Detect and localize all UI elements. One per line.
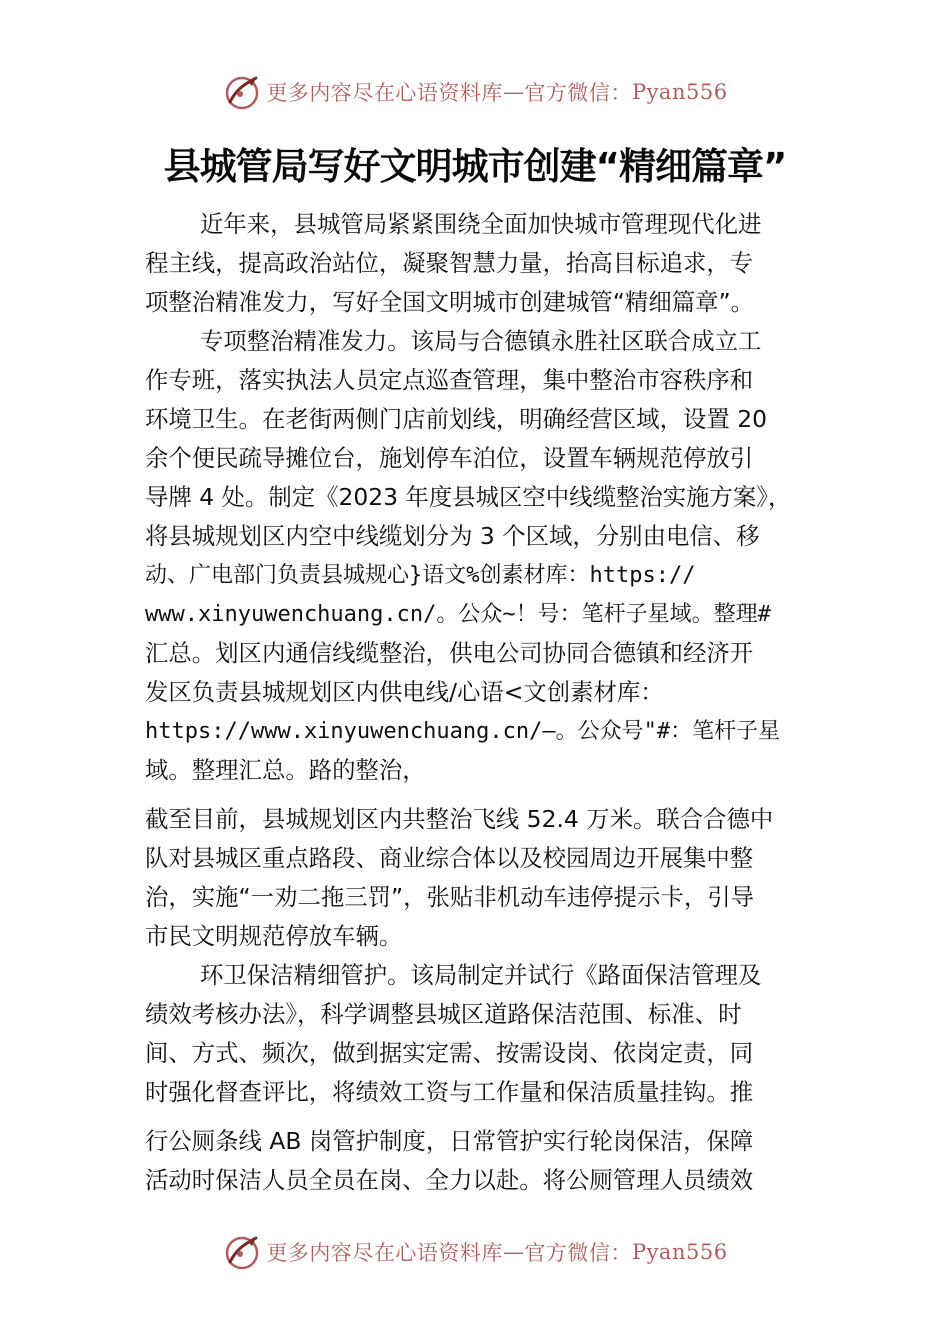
- text-line: 将县城规划区内空中线缆划分为 3 个区域，分别由电信、移: [145, 522, 760, 550]
- text-line: 时强化督查评比，将绩效工资与工作量和保洁质量挂钩。推: [145, 1078, 754, 1106]
- text-line: https://www.xinyuwenchuang.cn/—。公众号"#：笔杆子星: [145, 719, 781, 744]
- text-line: 队对县城区重点路段、商业综合体以及校园周边开展集中整: [145, 844, 754, 872]
- banner-brand-text: 更多内容尽在心语资料库: [266, 81, 503, 105]
- banner-separator: —: [502, 1240, 525, 1264]
- header-watermark-banner: [0, 70, 950, 114]
- document-body: [145, 205, 810, 1200]
- text-line: 市民文明规范停放车辆。: [145, 922, 403, 950]
- text-line: 治，实施“一劝二拖三罚”，张贴非机动车违停提示卡，引导: [145, 883, 754, 911]
- banner-contact-label: 官方微信：: [524, 81, 632, 105]
- text-line: www.xinyuwenchuang.cn/。公众~！号：笔杆子星域。整理#: [145, 602, 771, 627]
- text-line: 环境卫生。在老街两侧门店前划线，明确经营区域，设置 20: [145, 405, 767, 433]
- text-line: 项整治精准发力，写好全国文明城市创建城管“精细篇章”。: [145, 288, 754, 316]
- text-line: 作专班，落实执法人员定点巡查管理，集中整治市容秩序和: [145, 366, 754, 394]
- banner-contact-id: Pyan556: [631, 1240, 728, 1264]
- text-line: 环卫保洁精细管护。该局制定并试行《路面保洁管理及: [200, 961, 762, 989]
- text-line: 专项整治精准发力。该局与合德镇永胜社区联合成立工: [200, 327, 762, 355]
- text-line: 绩效考核办法》，科学调整县城区道路保洁范围、标准、时: [145, 1000, 742, 1028]
- text-line: 间、方式、频次，做到据实定需、按需设岗、依岗定责，同: [145, 1039, 754, 1067]
- text-line: 行公厕条线 AB 岗管护制度，日常管护实行轮岗保洁，保障: [145, 1127, 754, 1155]
- paragraph-gap: [145, 1112, 810, 1122]
- brand-logo-icon: [222, 72, 262, 112]
- text-line: 发区负责县城规划区内供电线/心语<文创素材库：: [145, 678, 664, 706]
- text-line: 汇总。划区内通信线缆整治，供电公司协同合德镇和经济开: [145, 639, 754, 667]
- paragraph-gap: [145, 790, 810, 800]
- text-line: 导牌 4 处。制定《2023 年度县城区空中线缆整治实施方案》，: [145, 483, 792, 511]
- text-line: 动、广电部门负责县城规心}语文%创素材库：https://: [145, 563, 696, 588]
- banner-contact-id: Pyan556: [631, 80, 728, 104]
- footer-watermark-banner: [0, 1230, 950, 1274]
- text-line: 近年来，县城管局紧紧围绕全面加快城市管理现代化进: [200, 210, 762, 238]
- text-line: 活动时保洁人员全员在岗、全力以赴。将公厕管理人员绩效: [145, 1166, 754, 1194]
- brand-logo-icon: [222, 1232, 262, 1272]
- text-line: 余个便民疏导摊位台，施划停车泊位，设置车辆规范停放引: [145, 444, 754, 472]
- text-line: 截至目前，县城规划区内共整治飞线 52.4 万米。联合合德中: [145, 805, 774, 833]
- banner-brand-text: 更多内容尽在心语资料库: [266, 1241, 503, 1265]
- document-title: 县城管局写好文明城市创建“精细篇章”: [163, 145, 787, 188]
- banner-separator: —: [502, 80, 525, 104]
- text-line: 程主线，提高政治站位，凝聚智慧力量，抬高目标追求，专: [145, 249, 754, 277]
- text-line: 域。整理汇总。路的整治，: [145, 756, 426, 784]
- banner-contact-label: 官方微信：: [524, 1241, 632, 1265]
